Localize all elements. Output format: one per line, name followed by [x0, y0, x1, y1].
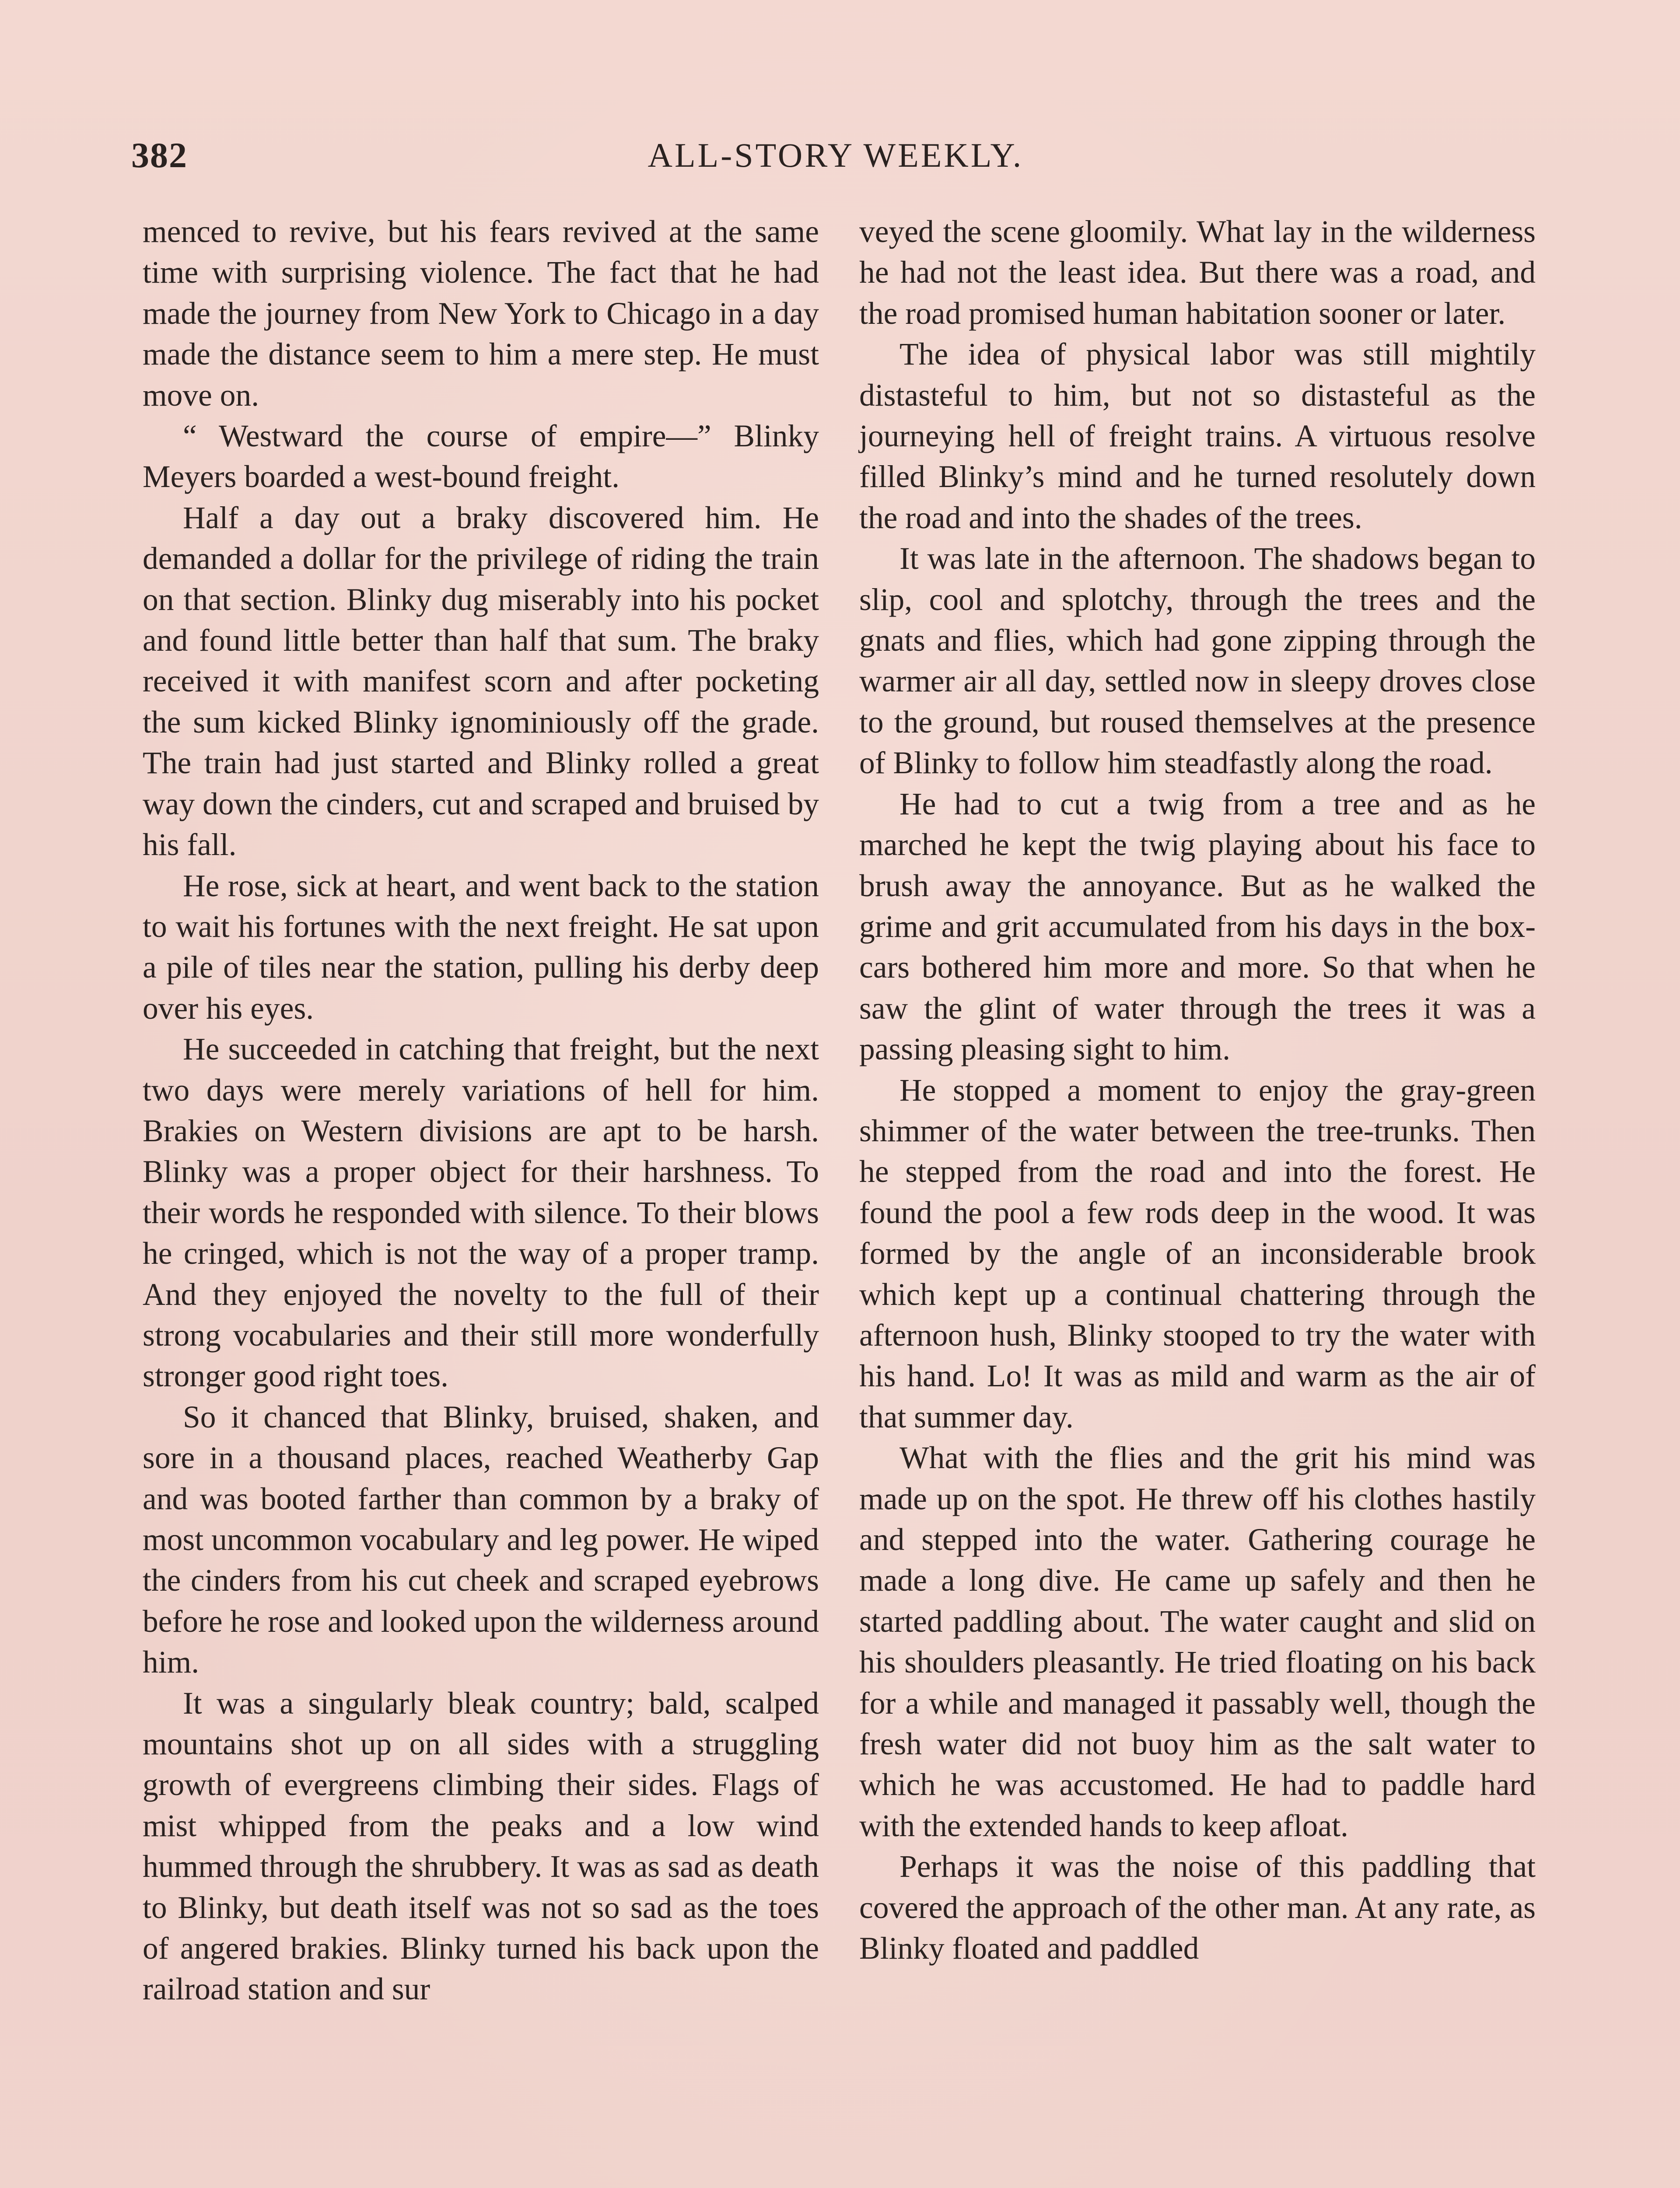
paragraph: Perhaps it was the noise of this paddling that covered the approach of the other man. At any rate, as Blinky floated and paddled: [859, 1849, 1536, 1966]
page-number: 382: [131, 135, 188, 175]
text-column-right: [859, 211, 1536, 1969]
paragraph: “ Westward the course of empire—” Blinky Meyers boarded a west-bound freight.: [143, 419, 819, 494]
paragraph: He stopped a moment to enjoy the gray-green shimmer of the water between the tree-trunks. Then he stepped from the road and into the forest. He found the pool a few rods deep in the wood. It was formed by the angle of an inconsiderable brook which kept up a continual chattering through the afternoon hush, Blinky stooped to try the water with his hand. Lo! It was as mild and warm as the air of that summer day.: [859, 1073, 1536, 1434]
paragraph: menced to revive, but his fears revived at the same time with surprising violence. The fact that he had made the journey from New York to Chicago in a day made the distance seem to him a mere step. He must move on.: [143, 214, 819, 413]
paragraph: He rose, sick at heart, and went back to the station to wait his fortunes with the next freight. He sat upon a pile of tiles near the station, pulling his derby deep over his eyes.: [143, 868, 819, 1026]
paragraph: Half a day out a braky discovered him. He demanded a dollar for the privilege of riding the train on that section. Blinky dug miserably into his pocket and found little better than half that sum. The braky received it with manifest scorn and after pocketing the sum kicked Blinky ignominiously off the grade. The train had just started and Blinky rolled a great way down the cinders, cut and scraped and bruised by his fall.: [143, 500, 819, 863]
running-title: ALL-STORY WEEKLY.: [648, 136, 1024, 174]
paragraph: So it chanced that Blinky, bruised, shaken, and sore in a thousand places, reached Weatherby Gap and was booted farther than common by a braky of most uncommon vocabulary and leg power. He wiped the cinders from his cut cheek and scraped eyebrows before he rose and looked upon the wilderness around him.: [143, 1399, 819, 1680]
page-header: [131, 131, 1540, 179]
paragraph: He had to cut a twig from a tree and as he marched he kept the twig playing about his face to brush away the annoyance. But as he walked the grime and grit accumulated from his days in the boxcars bothered him more and more. So that when he saw the glint of water through the trees it was a passing pleasing sight to him.: [859, 786, 1536, 1067]
paragraph: It was a singularly bleak country; bald, scalped mountains shot up on all sides with a struggling growth of evergreens climbing their sides. Flags of mist whipped from the peaks and a low wind hummed through the shrubbery. It was as sad as death to Blinky, but death itself was not so sad as the toes of angered brakies. Blinky turned his back upon the railroad station and sur: [143, 1686, 819, 2007]
paragraph: It was late in the afternoon. The shadows began to slip, cool and splotchy, through the trees and the gnats and flies, which had gone zipping through the warmer air all day, settled now in sleepy droves close to the ground, but roused themselves at the presence of Blinky to follow him steadfastly along the road.: [859, 541, 1536, 781]
text-column-left: [143, 211, 819, 2010]
paragraph: The idea of physical labor was still mightily distasteful to him, but not so distasteful as the journeying hell of freight trains. A virtuous resolve filled Blinky’s mind and he turned resolutely down the road and into the shades of the trees.: [859, 337, 1536, 535]
paragraph: He succeeded in catching that freight, but the next two days were merely variations of hell for him. Brakies on Western divisions are apt to be harsh. Blinky was a proper object for their harshness. To their words he responded with silence. To their blows he cringed, which is not the way of a proper tramp. And they enjoyed the novelty to the full of their strong vocabularies and their still more wonderfully stronger good right toes.: [143, 1032, 819, 1394]
paragraph: veyed the scene gloomily. What lay in the wilderness he had not the least idea. But there was a road, and the road promised human habitation sooner or later.: [859, 214, 1536, 331]
paragraph: What with the flies and the grit his mind was made up on the spot. He threw off his clothes hastily and stepped into the water. Gathering courage he made a long dive. He came up safely and then he started paddling about. The water caught and slid on his shoulders pleasantly. He tried floating on his back for a while and managed it passably well, though the fresh water did not buoy him as the salt water to which he was accustomed. He had to paddle hard with the extended hands to keep afloat.: [859, 1441, 1536, 1843]
